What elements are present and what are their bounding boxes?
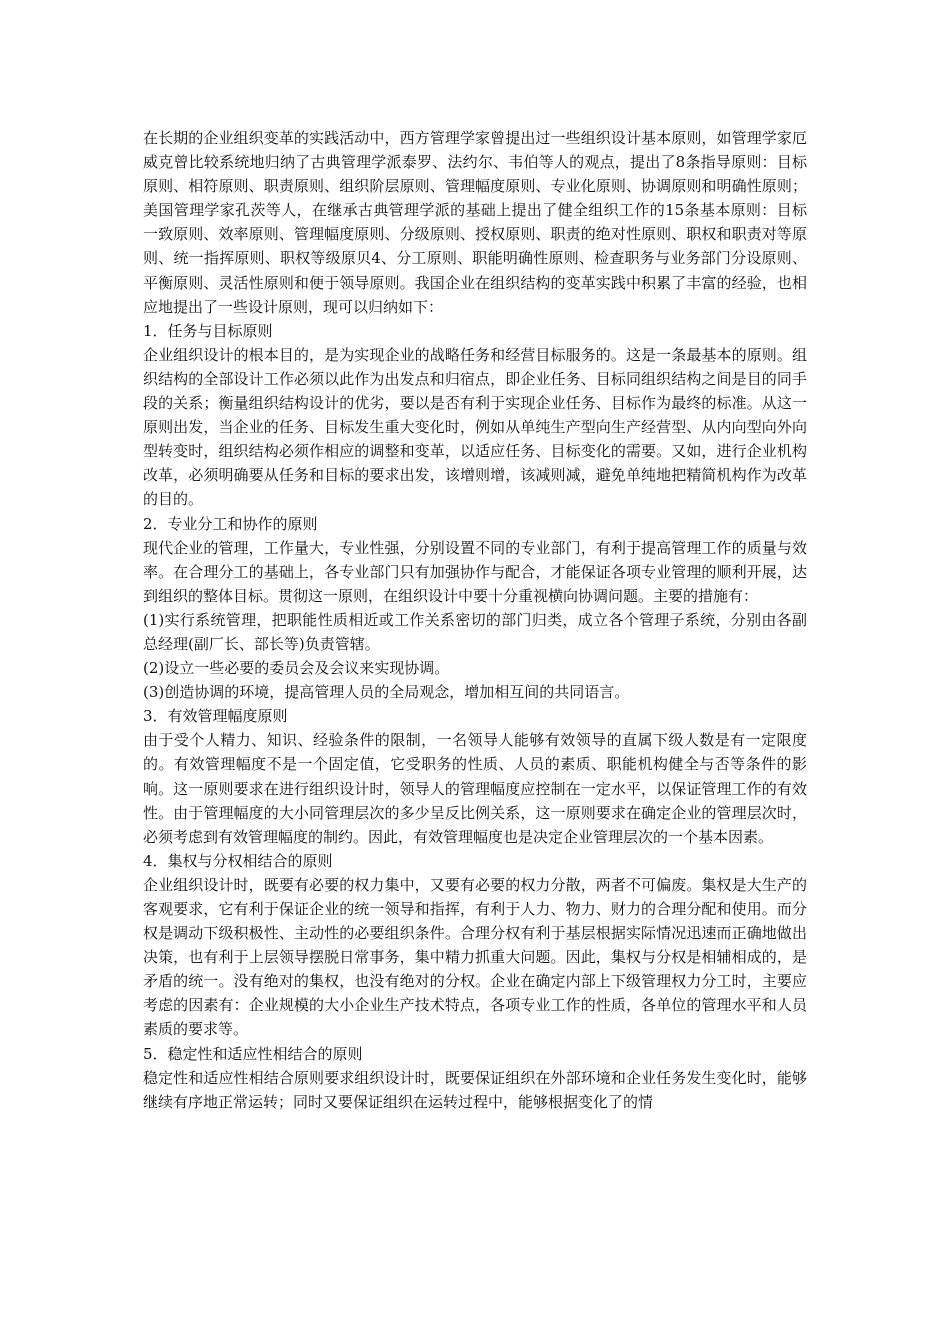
section-1-heading: 1．任务与目标原则 bbox=[143, 321, 273, 340]
section-3-heading: 3．有效管理幅度原则 bbox=[143, 707, 288, 726]
section-2-list-item-1: (1)实行系统管理，把职能性质相近或工作关系密切的部门归类，成立各个管理子系统，分别由各副总经理(副厂长、部长等)负责管辖。 bbox=[143, 610, 807, 653]
section-4-paragraph: 企业组织设计时，既要有必要的权力集中，又要有必要的权力分散，两者不可偏废。集权是大生产的客观要求，它有利于保证企业的统一领导和指挥，有利于人力、物力、财力的合理分配和使用。而分权是调动下级积极性、主动性的必要组织条件。合理分权有利于基层根据实际情况迅速而正确地做出决策，也有利于上层领导摆脱日常事务，集中精力抓重大问题。因此，集权与分权是相辅相成的，是矛盾的统一。没有绝对的集权，也没有绝对的分权。企业在确定内部上下级管理权力分工时，主要应考虑的因素有：企业规模的大小企业生产技术特点，各项专业工作的性质，各单位的管理水平和人员素质的要求等。 bbox=[143, 875, 807, 1039]
section-2-list-item-2: (2)设立一些必要的委员会及会议来实现协调。 bbox=[143, 659, 450, 678]
section-3-paragraph: 由于受个人精力、知识、经验条件的限制，一名领导人能够有效领导的直属下级人数是有一定限度的。有效管理幅度不是一个固定值，它受职务的性质、人员的素质、职能机构健全与否等条件的影响。这一原则要求在进行组织设计时，领导人的管理幅度应控制在一定水平，以保证管理工作的有效性。由于管理幅度的大小同管理层次的多少呈反比例关系，这一原则要求在确定企业的管理层次时，必须考虑到有效管理幅度的制约。因此，有效管理幅度也是决定企业管理层次的一个基本因素。 bbox=[143, 731, 807, 846]
document-body bbox=[143, 126, 807, 1114]
section-2-paragraph: 现代企业的管理，工作量大，专业性强，分别设置不同的专业部门，有利于提高管理工作的质量与效率。在合理分工的基础上，各专业部门只有加强协作与配合，才能保证各项专业管理的顺利开展，达到组织的整体目标。贯彻这一原则，在组织设计中要十分重视横向协调问题。主要的措施有： bbox=[143, 538, 807, 605]
section-5-heading: 5．稳定性和适应性相结合的原则 bbox=[143, 1044, 363, 1063]
intro-paragraph: 在长期的企业组织变革的实践活动中，西方管理学家曾提出过一些组织设计基本原则，如管理学家厄威克曾比较系统地归纳了古典管理学派泰罗、法约尔、韦伯等人的观点，提出了8条指导原则：目标原则、相符原则、职责原则、组织阶层原则、管理幅度原则、专业化原则、协调原则和明确性原则；美国管理学家孔茨等人，在继承古典管理学派的基础上提出了健全组织工作的15条基本原则：目标一致原则、效率原则、管理幅度原则、分级原则、授权原则、职责的绝对性原则、职权和职责对等原则、统一指挥原则、职权等级原贝4、分工原则、职能明确性原则、检查职务与业务部门分设原则、平衡原则、灵活性原则和便于领导原则。我国企业在组织结构的变革实践中积累了丰富的经验，也相应地提出了一些设计原则，现可以归纳如下： bbox=[143, 129, 807, 316]
section-2-heading: 2．专业分工和协作的原则 bbox=[143, 514, 318, 533]
section-1-paragraph: 企业组织设计的根本目的，是为实现企业的战略任务和经营目标服务的。这是一条最基本的原则。组织结构的全部设计工作必须以此作为出发点和归宿点，即企业任务、目标同组织结构之间是目的同手段的关系；衡量组织结构设计的优劣，要以是否有利于实现企业任务、目标作为最终的标准。从这一原则出发，当企业的任务、目标发生重大变化时，例如从单纯生产型向生产经营型、从内向型向外向型转变时，组织结构必须作相应的调整和变革，以适应任务、目标变化的需要。又如，进行企业机构改革，必须明确要从任务和目标的要求出发，该增则增，该减则减，避免单纯地把精简机构作为改革的目的。 bbox=[143, 345, 807, 509]
section-2-list-item-3: (3)创造协调的环境，提高管理人员的全局观念，增加相互间的共同语言。 bbox=[143, 683, 630, 702]
section-4-heading: 4．集权与分权相结合的原则 bbox=[143, 851, 333, 870]
section-5-paragraph: 稳定性和适应性相结合原则要求组织设计时，既要保证组织在外部环境和企业任务发生变化时，能够继续有序地正常运转；同时又要保证组织在运转过程中，能够根据变化了的情 bbox=[143, 1068, 807, 1111]
